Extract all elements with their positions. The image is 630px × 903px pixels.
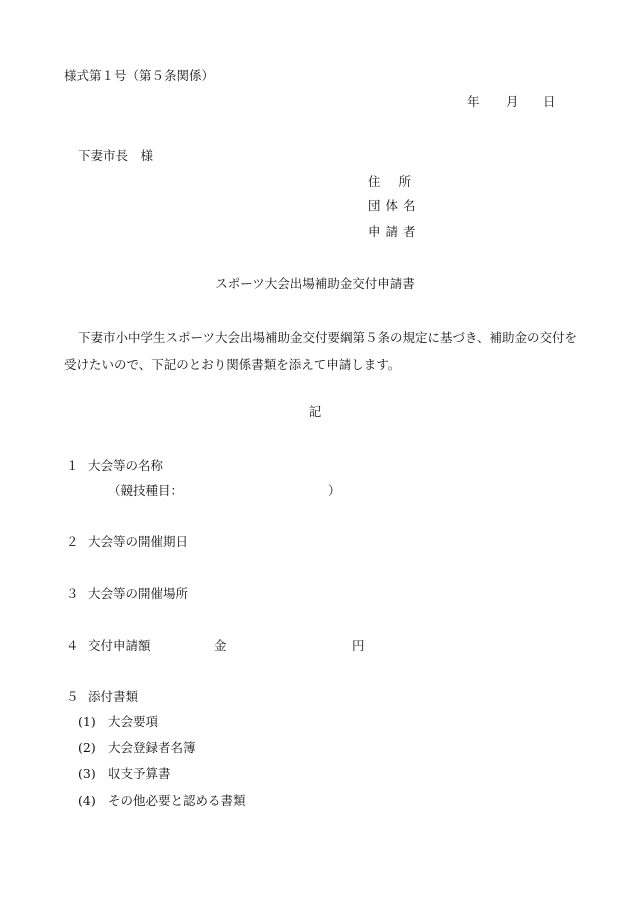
date-line: [0, 94, 630, 110]
item-label: 大会等の開催場所: [88, 586, 189, 601]
item-label: 添付書類: [88, 689, 139, 704]
item-event-date: [66, 534, 188, 550]
address-label: 住所: [368, 174, 430, 189]
attachment-label: その他必要と認める書類: [108, 793, 246, 808]
amount-yen: 円: [352, 638, 365, 653]
attachment-label: 収支予算書: [108, 766, 171, 781]
attachment-number: (3): [78, 766, 96, 781]
item-event-venue: [66, 586, 188, 602]
event-type-close: ）: [328, 483, 341, 498]
attachment-label: 大会登録者名簿: [108, 740, 196, 755]
attachment-item: [78, 714, 158, 730]
date-month-label: 月: [506, 94, 519, 109]
item-amount: [66, 638, 365, 654]
form-number: 様式第１号（第５条関係）: [64, 68, 215, 83]
item-label: 交付申請額: [88, 638, 151, 653]
item-number: １: [66, 458, 79, 473]
item-attachments: [66, 689, 138, 705]
attachment-label: 大会要項: [108, 714, 159, 729]
event-type-line: [108, 483, 341, 499]
document-title: スポーツ大会出場補助金交付申請書: [215, 276, 415, 291]
attachment-item: [78, 793, 246, 809]
item-event-name: [66, 458, 163, 474]
attachment-number: (1): [78, 714, 96, 729]
item-number: ３: [66, 586, 79, 601]
applicant-label: 申請者: [368, 224, 421, 239]
item-label: 大会等の開催期日: [88, 534, 189, 549]
addressee: 下妻市長 様: [78, 148, 154, 163]
date-year-label: 年: [467, 94, 480, 109]
group-name-label: 団体名: [368, 198, 421, 213]
item-label: 大会等の名称: [88, 458, 164, 473]
body-paragraph: 下妻市小中学生スポーツ大会出場補助金交付要綱第５条の規定に基づき、補助金の交付を受けたいので、下記のとおり関係書類を添えて申請します。: [64, 330, 578, 372]
item-number: ２: [66, 534, 79, 549]
ki-heading: 記: [308, 404, 322, 419]
amount-kin: 金: [214, 638, 227, 653]
event-type-open: （競技種目：: [108, 483, 184, 498]
item-number: ４: [66, 638, 79, 653]
date-day-label: 日: [543, 94, 556, 109]
attachment-item: [78, 740, 196, 756]
attachment-number: (2): [78, 740, 96, 755]
attachment-item: [78, 766, 171, 782]
attachment-number: (4): [78, 793, 96, 808]
item-number: ５: [66, 689, 79, 704]
